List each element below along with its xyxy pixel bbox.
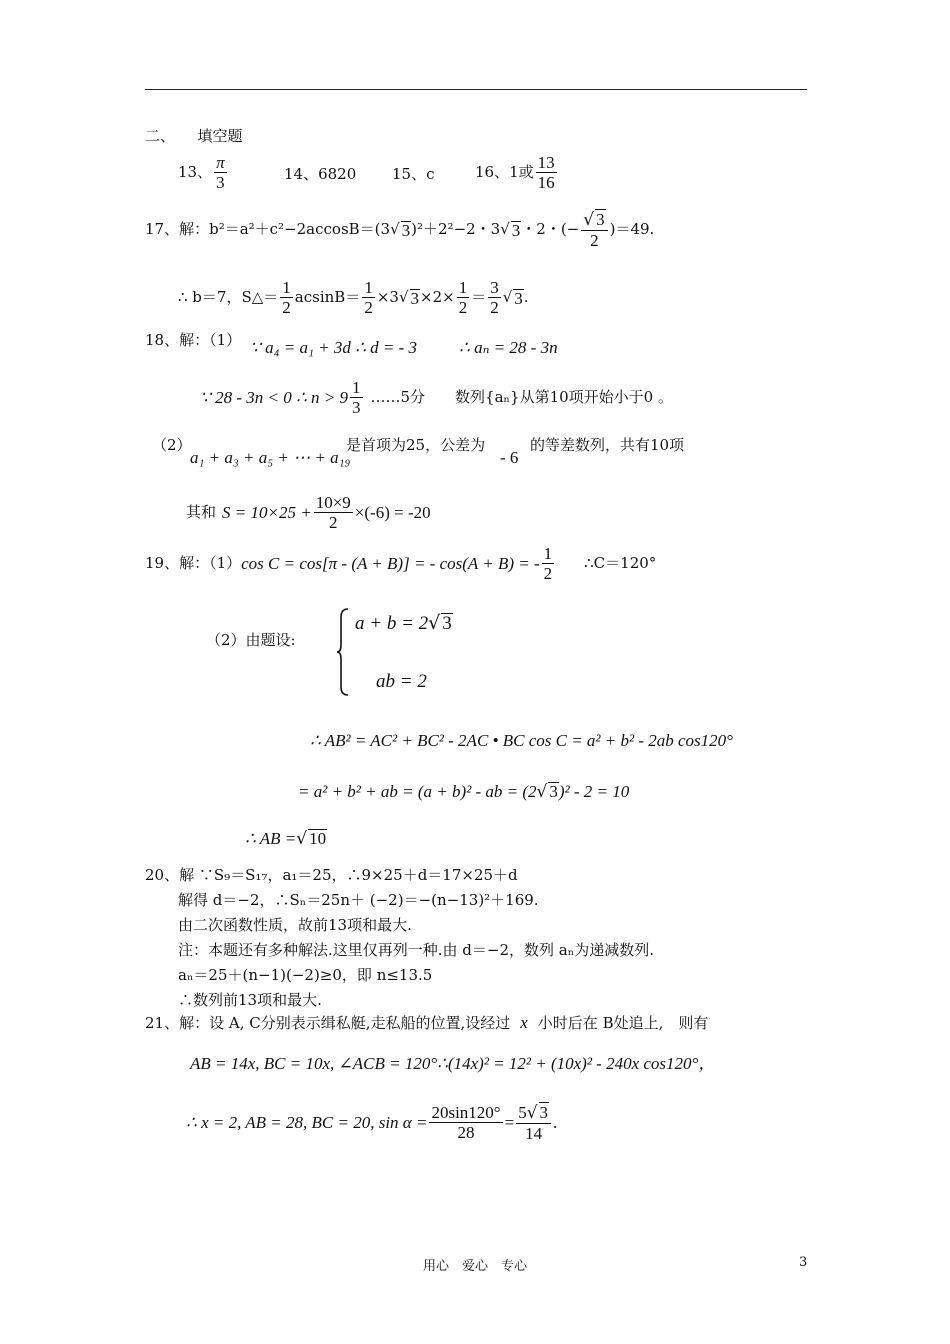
q20-line5: aₙ＝25＋(n−1)(−2)≥0，即 n≤13.5 bbox=[178, 966, 433, 984]
q20-line6: ∴数列前13项和最大. bbox=[178, 991, 322, 1009]
answer-13: 13、 $\frac{\pi}{3}$ bbox=[178, 153, 225, 192]
page-footer: 用心 爱心 专心 bbox=[422, 1259, 527, 1274]
q20-line4: 注：本题还有多种解法.这里仅再列一种.由 d＝−2，数列 aₙ为递减数列. bbox=[178, 941, 654, 959]
q19-line3: ∴ AB² = AC² + BC² - 2AC • BC cos C = a² + b² - 2ab cos120° bbox=[310, 731, 733, 750]
q18-line1-math: ∵ a₄ = a₁ + 3d ∴ d = - 3 bbox=[250, 338, 418, 357]
q21-line3: ∴ x = 2, AB = 28, BC = 20, sin α = $\frac{20\sin 120^\circ}{28}$ = $\frac{5√ 3}{14}$ . bbox=[186, 1103, 558, 1143]
fraction-sqrt3-over-2: $\frac{√ 3}{2}$ bbox=[581, 209, 607, 250]
answer-16: 16、1或 $\frac{13}{16}$ bbox=[475, 153, 555, 192]
fraction-pi-over-3: $\frac{\pi}{3}$ bbox=[216, 153, 225, 192]
fraction-13-16: $\frac{13}{16}$ bbox=[537, 153, 555, 192]
header-rule bbox=[145, 89, 807, 90]
q18-line4: 其和 S = 10×25 + $\frac{10\times 9}{2}$ ×(-6) = -20 bbox=[186, 493, 431, 532]
q18-line3: （2） bbox=[152, 436, 192, 454]
system-brace bbox=[336, 607, 350, 697]
section-title: 二、 填空题 bbox=[145, 127, 243, 145]
q18-line3-desc: 是首项为25，公差为 bbox=[346, 436, 486, 454]
q19-line1: 19、解：（1）cos C = cos[π - (A + B)] = - cos(A + B) = - $\frac{1}{2}$ ∴C＝120° bbox=[145, 544, 657, 583]
q19-line4: = a² + b² + ab = (a + b)² - ab = (2√ 3)² - 2 = 10 bbox=[298, 782, 630, 802]
q21-line1: 21、解：设 A, C分别表示缉私艇,走私船的位置,设经过 x 小时后在 B处追上, 则有 bbox=[145, 1013, 709, 1032]
q19-system-eq1: a + b = 2√ 3 bbox=[355, 612, 452, 634]
q18-line3-diff: - 6 bbox=[500, 448, 519, 467]
q18-line3-sum: a₁ + a₃ + a₅ + ⋯ + a₁₉ bbox=[190, 448, 351, 467]
q18-line3-end: 的等差数列，共有10项 bbox=[530, 436, 685, 454]
answer-15: 15、c bbox=[392, 165, 435, 183]
q21-line2: AB = 14x, BC = 10x, ∠ACB = 120°∴(14x)² = 12² + (10x)² - 240x cos120°， bbox=[190, 1054, 716, 1073]
q20-line2: 解得 d＝−2，∴Sₙ＝25n＋ (−2)＝−(n−13)²＋169. bbox=[178, 891, 539, 909]
q17-line2: ∴ b＝7，S△＝ $\frac{1}{2}$ acsinB＝ $\frac{1}{2}$ ×3√ 3×2× $\frac{1}{2}$ ＝ $\frac{3}{2}$ √ 3. bbox=[178, 278, 529, 317]
q19-line5: ∴ AB =√ 10 bbox=[245, 829, 327, 849]
q19-line2: （2）由题设: bbox=[206, 631, 296, 649]
q19-system-eq2: ab = 2 bbox=[376, 671, 427, 692]
q20-line3: 由二次函数性质，故前13项和最大. bbox=[178, 916, 412, 934]
q20-line1: 20、解 ∵S₉＝S₁₇，a₁＝25，∴9×25＋d＝17×25＋d bbox=[145, 866, 518, 884]
q18-line2: ∵ 28 - 3n < 0 ∴ n > 9 $\frac{1}{3}$ ……5分 数列{aₙ}从第10项开始小于0 。 bbox=[200, 378, 673, 417]
q18-line1: 18、解：（1） bbox=[145, 331, 242, 349]
q17-line1: 17、解：b²＝a²＋c²−2accosB＝(3√ 3)²＋2²−2・3√ 3・2・(− $\frac{√ 3}{2}$ )＝49. bbox=[145, 210, 655, 250]
page-number: 3 bbox=[799, 1255, 808, 1270]
q18-line1-an: ∴ aₙ = 28 - 3n bbox=[459, 338, 558, 357]
answer-14: 14、6820 bbox=[284, 165, 357, 183]
